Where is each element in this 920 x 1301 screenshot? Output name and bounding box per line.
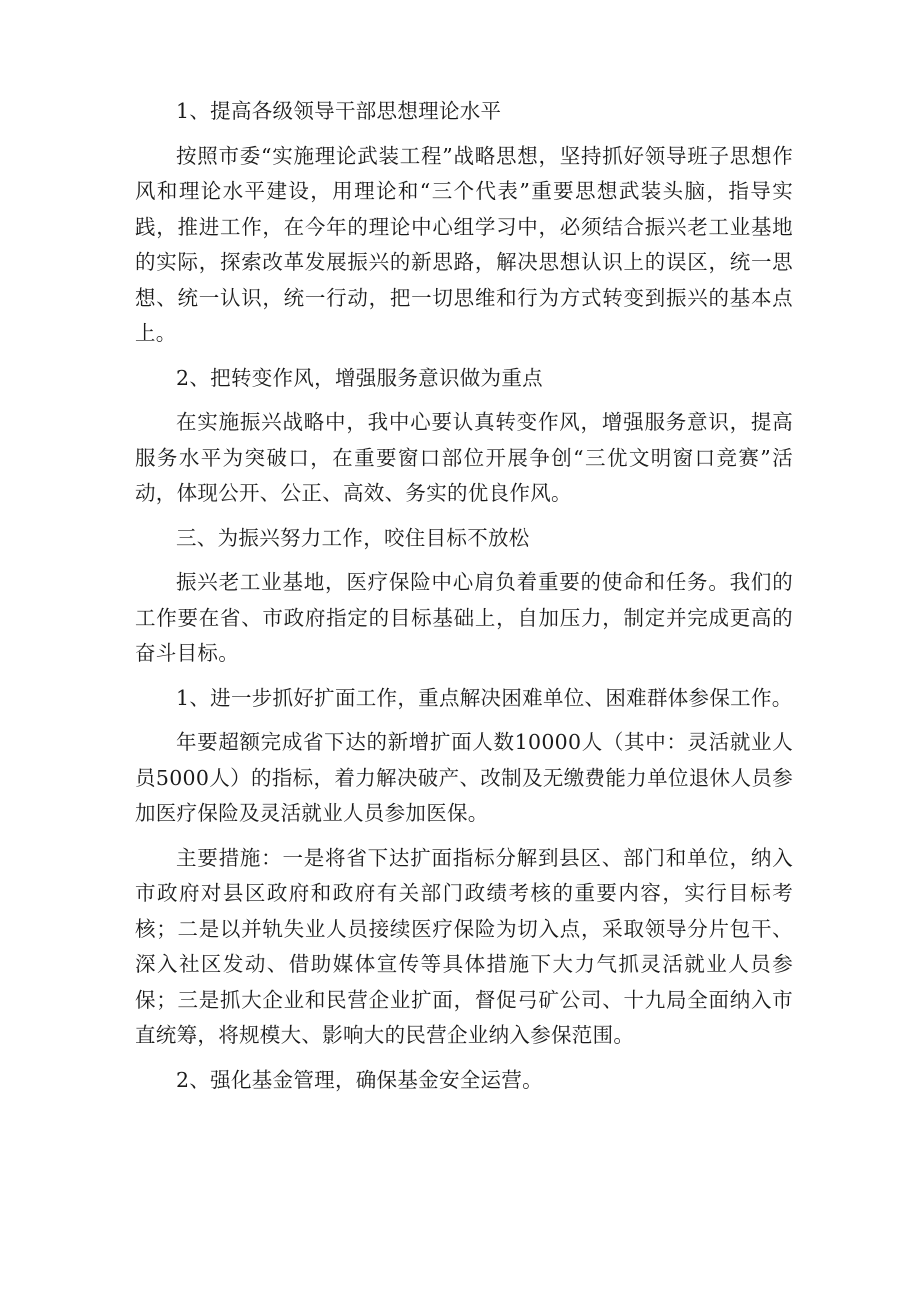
section-heading-1-2: 2、把转变作风，增强服务意识做为重点 [176,365,543,390]
section-heading-1-1: 1、提高各级领导干部思想理论水平 [176,99,502,123]
paragraph-work-style: 在实施振兴战略中，我中心要认真转变作风，增强服务意识，提高服务水平为突破口，在重要窗口部位开展争创“三优文明窗口竞赛”活动，体现公开、公正、高效、务实的优良作风。 [135,410,793,505]
section-heading-3: 三、为振兴努力工作，咬住目标不放松 [176,525,530,550]
paragraph-theory-level: 按照市委“实施理论武装工程”战略思想，坚持抓好领导班子思想作风和理论水平建设，用理论和“三个代表”重要思想武装头脑，指导实践，推进工作，在今年的理论中心组学习中，必须结合振兴老工业基地的实际，探索改革发展振兴的新思路，解决思想认识上的误区，统一思想、统一认识，统一行动，把一切思维和行为方式转变到振兴的基本点上。 [135,143,793,345]
section-heading-3-1: 1、进一步抓好扩面工作，重点解决困难单位、困难群体参保工作。 [176,685,793,710]
section-heading-3-2: 2、强化基金管理，确保基金安全运营。 [176,1067,543,1092]
document-page [135,94,793,1107]
paragraph-revitalization-goals: 振兴老工业基地，医疗保险中心肩负着重要的使命和任务。我们的工作要在省、市政府指定的目标基础上，自加压力，制定并完成更高的奋斗目标。 [135,570,793,665]
paragraph-expansion-target: 年要超额完成省下达的新增扩面人数10000人（其中：灵活就业人员5000人）的指标，着力解决破产、改制及无缴费能力单位退休人员参加医疗保险及灵活就业人员参加医保。 [135,730,793,825]
paragraph-main-measures: 主要措施：一是将省下达扩面指标分解到县区、部门和单位，纳入市政府对县区政府和政府有关部门政绩考核的重要内容，实行目标考核；二是以并轨失业人员接续医疗保险为切入点，采取领导分片包干、深入社区发动、借助媒体宣传等具体措施下大力气抓灵活就业人员参保；三是抓大企业和民营企业扩面，督促弓矿公司、十九局全面纳入市直统筹，将规模大、影响大的民营企业纳入参保范围。 [135,845,793,1047]
